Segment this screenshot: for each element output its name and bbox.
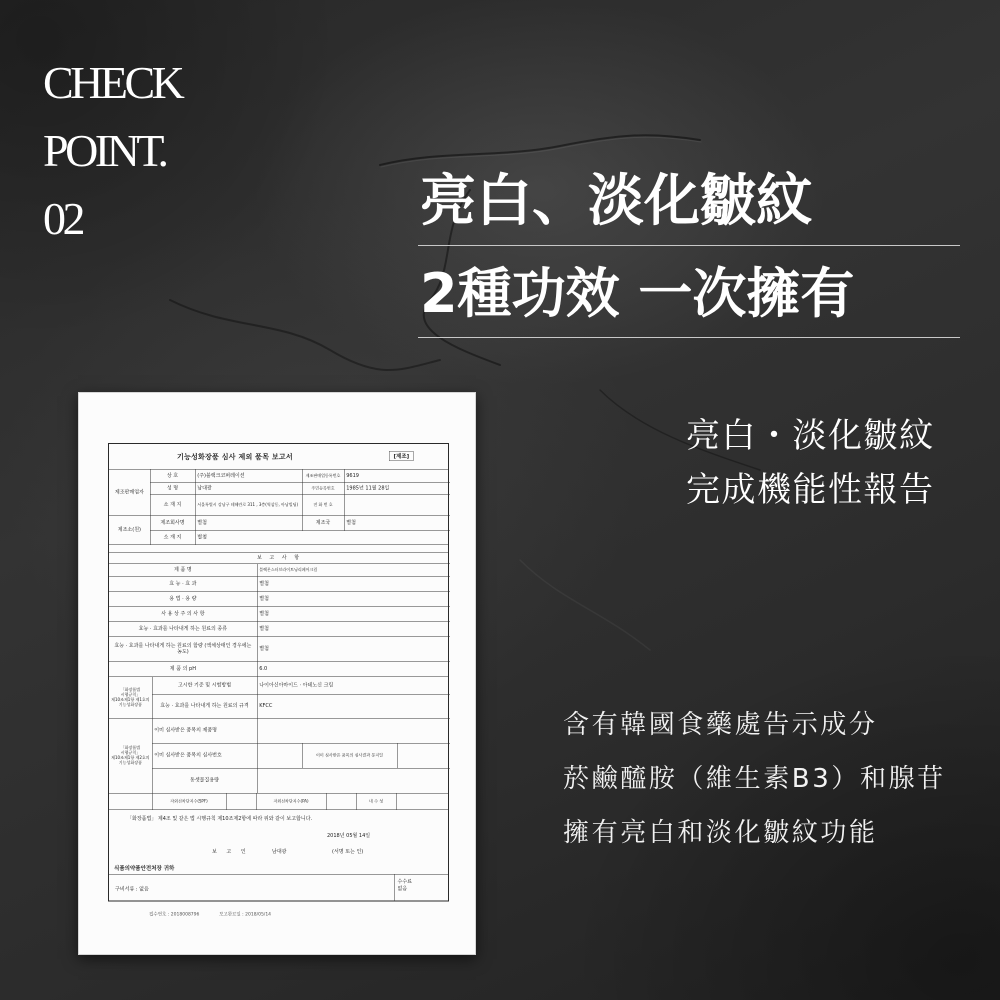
report-row-value: 별첨 <box>257 637 450 662</box>
report-note-line-1: 亮白・淡化皺紋 <box>686 416 935 456</box>
type2-number-label: 이미 심사받은 품목의 심사번호 <box>152 743 257 768</box>
seller-table <box>109 470 450 545</box>
fee-label: 수수료 <box>397 879 412 885</box>
type1-standard-value: 나이아신아마이드 · 아데노신 크림 <box>257 677 450 694</box>
headline-divider-2 <box>418 337 960 338</box>
type2-material-label: 동셋물질용량 <box>152 768 257 793</box>
manufacturer-country-value: 별첨 <box>344 516 450 531</box>
manufacturer-company-label: 제조회사명 <box>150 516 195 531</box>
form-title: 기능성화장품 심사 제외 품목 보고서 <box>177 453 293 461</box>
type1-section-label: 「화장품법 시행규칙」 제10조제1항 제1호의 기능성화장품 <box>109 677 152 718</box>
form-title-row <box>109 444 448 470</box>
type2-notice-label: 이미 심사받은 품목의 심사결과 통지일 <box>302 743 397 768</box>
report-row-label: 사 용 상 주 의 사 항 <box>109 607 257 622</box>
report-row-label: 제 품 의 pH <box>109 662 257 677</box>
seller-reg-value: 9619 <box>344 470 450 483</box>
ingredients-note-line-1: 含有韓國食藥處告示成分 <box>563 710 878 740</box>
seller-id-value: 1985년 11월 28일 <box>344 483 450 495</box>
headline-divider-1 <box>418 245 960 246</box>
seller-id-label: 주민등록번호 <box>302 483 344 495</box>
seller-phone-value <box>344 495 450 516</box>
seller-address-value: 서울특별시 강남구 테헤란로 311 , 3층(역삼동, 아남빌딩) <box>195 495 302 516</box>
type1-spec-value: KFCC <box>257 694 450 718</box>
checkpoint-number: 02 <box>43 193 82 244</box>
functional-section <box>109 677 448 794</box>
seller-phone-label: 전 화 번 호 <box>302 495 344 516</box>
type1-standard-label: 고시한 기준 및 시험방법 <box>152 677 257 694</box>
manufacturer-section-label: 제조소(원) <box>109 516 150 545</box>
report-note-line-2: 完成機能性報告 <box>686 470 935 510</box>
signature-note: (서명 또는 인) <box>332 849 364 855</box>
ingredients-note-line-3: 擁有亮白和淡化皺紋功能 <box>563 818 878 848</box>
seller-person-value: 남대광 <box>195 483 302 495</box>
report-document <box>78 392 476 955</box>
addressee: 식품의약품안전처장 귀하 <box>114 865 175 872</box>
manufacturer-company-value: 별첨 <box>195 516 302 531</box>
ingredients-note-line-2: 菸鹼醯胺（維生素B3）和腺苷 <box>563 764 946 794</box>
seller-person-label: 성 명 <box>150 483 195 495</box>
checkpoint-line-point: POINT. <box>43 125 166 176</box>
report-row-value: 별첨 <box>257 607 450 622</box>
report-row-value: 6.0 <box>257 662 450 677</box>
uv-section <box>109 793 448 810</box>
type2-name-value <box>257 718 450 743</box>
section-gap <box>109 545 448 553</box>
water-resistance-value <box>396 794 450 810</box>
type2-material-value <box>257 768 450 793</box>
report-row-label: 제 품 명 <box>109 564 257 577</box>
fee-box <box>394 875 450 901</box>
headline-line-1: 亮白、淡化皺紋 <box>420 169 812 234</box>
report-row-value: 블랙몬스터브라이트닝리페어크림 <box>257 564 450 577</box>
reporter-label: 보 고 인 <box>212 849 250 855</box>
seller-name-value: (주)블랙크코퍼레이션 <box>195 470 302 483</box>
uv-blank-cell <box>109 794 152 810</box>
report-row-label: 효능 · 효과를 나타내게 하는 원료의 함량 (액체상태인 경우에는 농도) <box>109 637 257 662</box>
attachments-row <box>109 874 448 901</box>
type2-section-label: 「화장품법 시행규칙」 제10조제1항 제2호의 기능성화장품 <box>109 718 152 793</box>
report-header: 보 고 사 항 <box>109 553 450 564</box>
report-row-value: 별첨 <box>257 622 450 637</box>
spf-value <box>226 794 256 810</box>
pa-label: 자외선차단지수(PA) <box>256 794 326 810</box>
type2-number-value <box>257 743 302 768</box>
ingredients-note <box>563 698 946 860</box>
receipt-number: 접수번호 : 2018008796 <box>149 912 200 917</box>
report-row-value: 별첨 <box>257 577 450 592</box>
headline-line-2: 2種功效 一次擁有 <box>420 262 855 325</box>
spf-label: 자외선차단지수(SPF) <box>152 794 226 810</box>
pa-value <box>326 794 356 810</box>
reporter-line <box>109 847 448 854</box>
report-section <box>109 552 448 677</box>
report-form-wrap <box>108 443 449 918</box>
type1-spec-label: 효능 · 효과를 나타내게 하는 원료의 규격 <box>152 694 257 718</box>
report-table <box>109 553 450 677</box>
statement-text: 「화장품법」 제4조 및 같은 법 시행규칙 제10조제2항에 따라 위와 같이 보고합니다. <box>127 816 313 822</box>
seller-name-label: 상 호 <box>150 470 195 483</box>
manufacturer-address-label: 소 재 지 <box>150 531 195 545</box>
water-resistance-label: 내 수 성 <box>356 794 396 810</box>
completion-date: 보고완료일 : 2018/05/14 <box>219 912 272 917</box>
checkpoint-label <box>43 49 181 253</box>
fee-value: 없음 <box>397 886 408 892</box>
report-row-label: 효능 · 효과를 나타내게 하는 원료의 종류 <box>109 622 257 637</box>
manufacturer-country-label: 제조국 <box>302 516 344 531</box>
seller-reg-label: 제조판매업등록번호 <box>302 470 344 483</box>
seller-section-label: 제조판매업자 <box>109 470 150 516</box>
receipt-line <box>108 911 449 921</box>
report-note <box>686 409 935 517</box>
report-form <box>108 443 449 902</box>
reporter-name: 남대광 <box>272 849 287 855</box>
report-row-label: 용 법 · 용 량 <box>109 592 257 607</box>
manufacturer-address-value: 별첨 <box>195 531 450 545</box>
statement-block <box>109 810 448 875</box>
form-type-badge: [제조] <box>389 451 414 461</box>
checkpoint-line-check: CHECK <box>43 57 182 108</box>
type2-name-label: 이미 심사받은 품목의 제품명 <box>152 718 257 743</box>
type2-notice-value <box>397 743 450 768</box>
uv-table <box>109 794 450 810</box>
attachments-text: 구비서류 : 없음 <box>115 886 149 892</box>
report-row-label: 효 능 · 효 과 <box>109 577 257 592</box>
functional-table <box>109 677 450 793</box>
seller-address-label: 소 재 지 <box>150 495 195 516</box>
report-row-value: 별첨 <box>257 592 450 607</box>
report-date: 2018년 05월 14일 <box>327 833 371 839</box>
